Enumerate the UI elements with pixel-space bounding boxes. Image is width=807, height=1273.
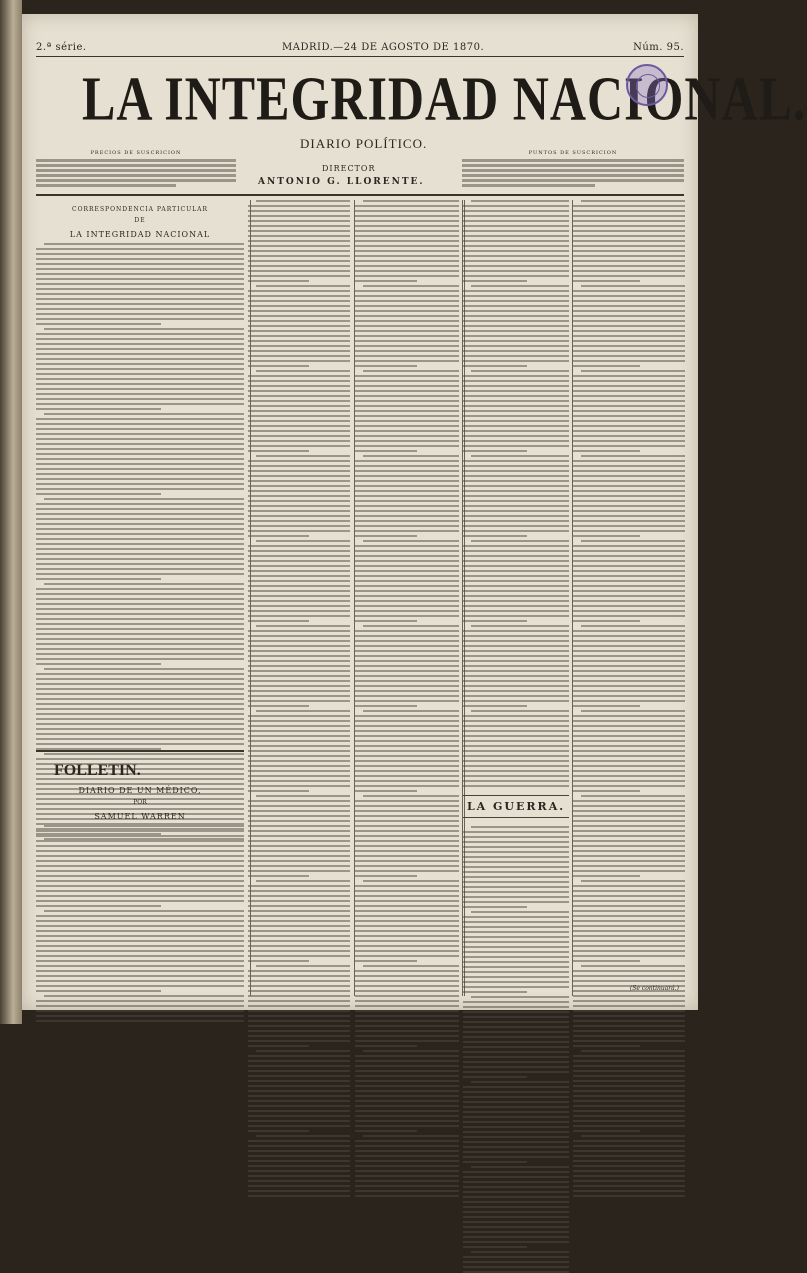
text-line [573,1015,685,1017]
text-line [355,1010,459,1012]
text-line [471,1081,569,1083]
text-line [463,1161,527,1163]
text-line [573,1180,685,1182]
text-line [573,1070,685,1072]
text-line [463,1126,569,1128]
text-line [248,1035,350,1037]
series-label: 2.ª série. [36,42,87,53]
text-line [248,1020,350,1022]
text-line [463,1091,569,1093]
text-line [573,1025,685,1027]
issue-date: MADRID.—24 DE AGOSTO DE 1870. [282,42,485,53]
text-line [248,1175,350,1177]
text-line [463,1016,569,1018]
newspaper-title: LA INTEGRIDAD NACIONAL. [82,63,807,134]
text-line [463,1046,569,1048]
text-line [573,1000,685,1002]
text-line [463,1186,569,1188]
text-line [355,1150,459,1152]
text-line [355,1190,459,1192]
text-line [248,1155,350,1157]
text-line [463,1246,527,1248]
text-line [355,1080,459,1082]
text-line [355,1140,459,1142]
text-line [355,1155,459,1157]
text-line [36,1005,244,1007]
text-line [248,1000,350,1002]
folletin-por: POR [133,799,147,806]
text-line [248,1100,350,1102]
correspondence-heading: CORRESPONDENCIA PARTICULAR [72,206,208,213]
text-line [36,1015,244,1017]
text-line [463,1096,569,1098]
text-line [463,1006,569,1008]
text-line [355,1060,459,1062]
text-line [463,1086,569,1088]
text-line [355,1030,459,1032]
text-line [463,1136,569,1138]
text-line [573,1105,685,1107]
subscription-prices [36,150,236,189]
article-columns-main [36,200,684,996]
text-line [36,1000,244,1002]
text-line [463,1001,569,1003]
text-line [573,1185,685,1187]
text-line [248,1070,350,1072]
text-line [248,1165,350,1167]
text-line [463,1071,569,1073]
text-line [248,1170,350,1172]
text-line [573,1005,685,1007]
war-section-heading: LA GUERRA. [463,795,569,818]
text-line [36,1010,244,1012]
text-line [355,1130,417,1132]
text-line [463,1101,569,1103]
text-line [355,1035,459,1037]
text-line [355,1040,459,1042]
text-line [248,1055,350,1057]
text-line [355,1045,417,1047]
text-line [463,1256,569,1258]
text-line [573,1090,685,1092]
text-line [248,1110,350,1112]
text-line [463,1191,569,1193]
masthead-rule-bottom [36,194,684,196]
text-line [463,1221,569,1223]
text-line [463,1106,569,1108]
text-line [248,1125,350,1127]
text-line [471,1251,569,1253]
text-line [573,1165,685,1167]
text-line [463,1026,569,1028]
text-line [573,1145,685,1147]
text-line [248,1075,350,1077]
text-line [573,1035,685,1037]
text-line [248,1010,350,1012]
text-line [573,1195,685,1197]
text-line [463,1211,569,1213]
text-line [471,1166,569,1168]
subscription-points-heading: PUNTOS DE SUSCRICION [528,150,618,156]
text-line [355,1055,459,1057]
text-line [573,1020,685,1022]
text-line [463,1061,569,1063]
text-line [248,1140,350,1142]
text-line [573,1060,685,1062]
text-line [581,1135,685,1137]
text-line [355,1090,459,1092]
text-line [248,1095,350,1097]
text-line [463,1176,569,1178]
text-line [355,1165,459,1167]
text-line [248,1015,350,1017]
text-line [355,1025,459,1027]
text-line [248,1065,350,1067]
text-line [573,1190,685,1192]
text-line [463,1031,569,1033]
folletin-subtitle: DIARIO DE UN MÉDICO, [78,786,202,795]
text-line [256,1135,350,1137]
text-line [355,1015,459,1017]
text-line [248,1005,350,1007]
text-line [248,1130,309,1132]
text-line [471,996,569,998]
text-line [355,1170,459,1172]
text-line [248,1025,350,1027]
text-line [463,1066,569,1068]
text-line [463,1141,569,1143]
text-line [248,1180,350,1182]
text-line [355,1110,459,1112]
text-line [463,1076,527,1078]
text-line [463,1116,569,1118]
text-line [573,1125,685,1127]
subscription-prices-heading: PRECIOS DE SUSCRICION [90,150,182,156]
text-line [463,1216,569,1218]
text-line [463,1206,569,1208]
text-line [355,1120,459,1122]
text-line [463,1146,569,1148]
text-line [355,1095,459,1097]
text-line [463,1036,569,1038]
text-line [463,1151,569,1153]
text-line [248,1105,350,1107]
text-line [248,1185,350,1187]
text-line [355,1125,459,1127]
text-line [573,1155,685,1157]
text-line [248,1040,350,1042]
masthead-rule-top [36,56,684,57]
text-line [355,1185,459,1187]
newspaper-subtitle: DIARIO POLÍTICO. [300,136,428,151]
text-line [573,1085,685,1087]
text-line [363,1050,459,1052]
text-line [463,1051,569,1053]
correspondence-de: DE [134,217,146,224]
text-line [573,1030,685,1032]
text-line [573,1130,640,1132]
text-line [355,1160,459,1162]
text-line [581,1050,685,1052]
text-line [463,1201,569,1203]
text-line [463,1226,569,1228]
text-line [573,1080,685,1082]
text-line [355,1100,459,1102]
text-line [463,1056,569,1058]
text-line [355,1020,459,1022]
text-line [248,1090,350,1092]
text-line [355,1065,459,1067]
text-line [463,1231,569,1233]
text-line [248,1080,350,1082]
text-line [573,1120,685,1122]
text-line [463,1156,569,1158]
text-line [355,1005,459,1007]
text-line [355,1175,459,1177]
text-line [463,1261,569,1263]
text-line [248,1030,350,1032]
text-line [573,1095,685,1097]
folletin-author: SAMUEL WARREN [94,812,186,821]
director-label: DIRECTOR [322,164,376,173]
text-line [248,1115,350,1117]
text-line [573,1175,685,1177]
text-line [355,1070,459,1072]
text-line [248,1060,350,1062]
text-line [248,1190,350,1192]
text-line [463,1121,569,1123]
text-line [355,1145,459,1147]
text-line [248,1120,350,1122]
text-line [573,1140,685,1142]
text-line [573,1170,685,1172]
text-line [256,1050,350,1052]
text-line [363,1135,459,1137]
text-line [573,1150,685,1152]
text-line [573,1045,640,1047]
subscription-points [462,150,684,189]
text-line [573,1100,685,1102]
text-line [248,1045,309,1047]
adjacent-page-edge [0,0,22,1024]
text-line [36,1020,244,1022]
text-line [248,1160,350,1162]
text-line [463,1171,569,1173]
text-line [573,1055,685,1057]
text-line [355,1075,459,1077]
text-line [355,1085,459,1087]
text-line [573,1075,685,1077]
text-line [573,1160,685,1162]
text-line [248,1145,350,1147]
text-line [463,1011,569,1013]
text-line [355,1000,459,1002]
text-line [463,1021,569,1023]
text-line [355,1180,459,1182]
text-line [463,1241,569,1243]
text-line [463,1196,569,1198]
text-line [248,1085,350,1087]
library-stamp [626,64,668,106]
text-line [573,1110,685,1112]
continued-note: (Se continuará.) [629,985,679,992]
correspondence-paper-name: LA INTEGRIDAD NACIONAL [69,230,211,239]
text-line [355,1115,459,1117]
text-line [355,1195,459,1197]
text-line [463,1111,569,1113]
newspaper-page [22,14,807,1010]
text-line [573,1010,685,1012]
text-line [573,1065,685,1067]
text-line [463,1131,569,1133]
issue-number: Núm. 95. [633,42,684,53]
text-line [463,1266,569,1268]
text-line [463,1041,569,1043]
text-line [248,1150,350,1152]
director-name: ANTONIO G. LLORENTE. [258,177,425,187]
text-line [463,1236,569,1238]
text-line [248,1195,350,1197]
text-line [573,1115,685,1117]
folletin-title: FOLLETIN. [54,762,141,779]
text-line [463,1181,569,1183]
text-line [355,1105,459,1107]
text-line [573,1040,685,1042]
